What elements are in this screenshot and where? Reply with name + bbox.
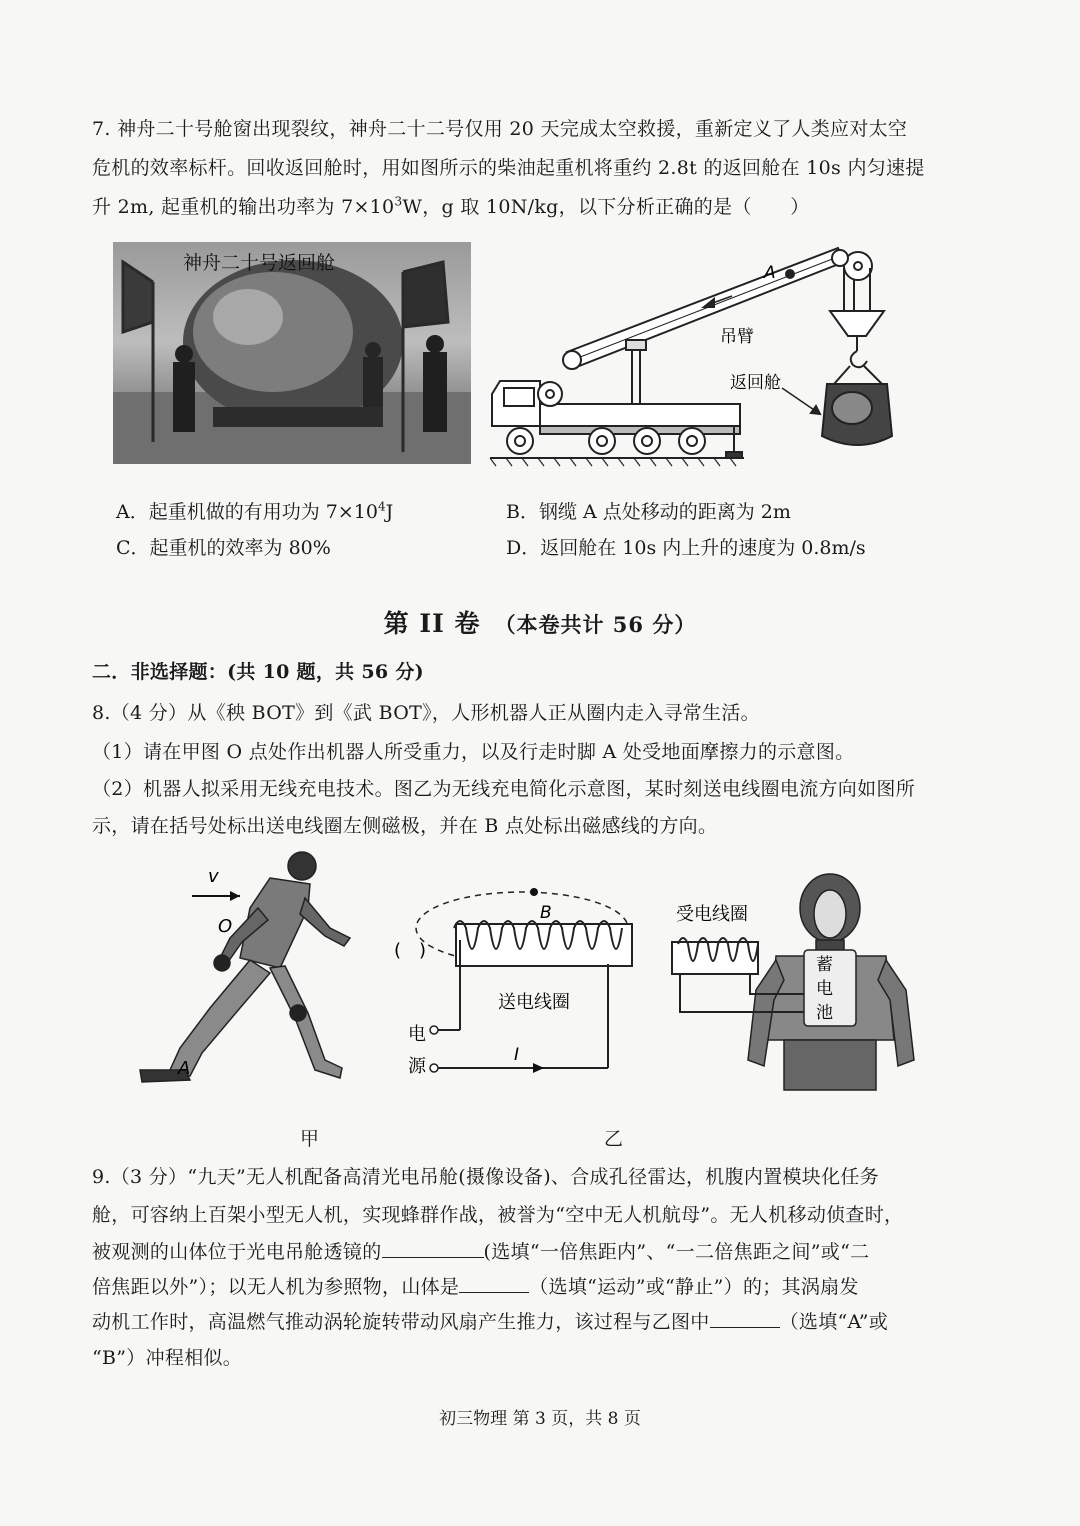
q7-option-a: [116, 497, 393, 524]
page-footer: 初三物理 第 3 页，共 8 页: [439, 1409, 641, 1429]
point-A-dot: [785, 269, 795, 279]
figure-yi-receive-robot: [664, 870, 924, 1100]
crane-label-arm: 吊臂: [720, 327, 754, 347]
crane-label-capsule: 返回舱: [730, 373, 781, 393]
current-label-I: I: [514, 1045, 520, 1065]
capsule-photo-drawing: [113, 242, 471, 464]
q9-line-2: 舱，可容纳上百架小型无人机，实现蜂群作战，被誉为“空中无人机航母”。无人机移动侦查时，: [92, 1204, 904, 1226]
label-O: O: [218, 916, 233, 937]
send-coil-label: 送电线圈: [498, 992, 570, 1013]
section-2-subtitle: （本卷共计 56 分）: [494, 612, 697, 637]
battery-label-2: 电: [816, 979, 833, 999]
q9-line-4-b: （选填“运动”或“静止”）的；其涡扇发: [529, 1276, 859, 1298]
power-label-2: 源: [408, 1056, 426, 1077]
label-v: v: [208, 866, 219, 887]
q8-line-3: （2）机器人拟采用无线充电技术。图乙为无线充电简化示意图，某时刻送电线圈电流方向如图所: [92, 778, 915, 800]
q9-line-1: 9.（3 分）“九天”无人机配备高清光电吊舱(摄像设备)、合成孔径雷达，机腹内置模块化任务: [92, 1166, 880, 1188]
figure-jia-caption: 甲: [300, 1128, 320, 1150]
q9-line-5-a: 动机工作时，高温燃气推动涡轮旋转带动风扇产生推力，该过程与乙图中: [92, 1311, 710, 1333]
section-2-title-main: 第 II 卷: [383, 609, 481, 638]
q9-line-4: [92, 1272, 859, 1299]
q9-line-3-a: 被观测的山体位于光电吊舱透镜的: [92, 1241, 382, 1263]
section-2-title: [0, 604, 1080, 640]
q7-line-2: 危机的效率标杆。回收返回舱时，用如图所示的柴油起重机将重约 2.8t 的返回舱在 10s 内匀速提: [92, 157, 925, 179]
crane-diagram: [482, 236, 902, 472]
q7-option-c: C．起重机的效率为 80%: [116, 537, 331, 559]
q8-line-4: 示，请在括号处标出送电线圈左侧磁极，并在 B 点处标出磁感线的方向。: [92, 815, 718, 837]
q7-line-1: 7. 神舟二十号舱窗出现裂纹，神舟二十二号仅用 20 天完成太空救援，重新定义了人类应对太空: [92, 118, 908, 140]
q7-option-a-exponent: 4: [377, 499, 386, 514]
q7-option-a-suffix: J: [385, 501, 394, 523]
crane-label-A: A: [764, 263, 776, 283]
q9-line-6: “B”）冲程相似。: [92, 1347, 243, 1369]
q7-line-3: [92, 192, 810, 219]
label-B: B: [540, 903, 552, 923]
capsule-photo-label: 神舟二十号返回舱: [183, 252, 336, 274]
q9-blank-2[interactable]: [459, 1274, 529, 1293]
receive-coil-label: 受电线圈: [676, 904, 748, 925]
power-label-1: 电: [408, 1024, 426, 1045]
battery-label-1: 蓄: [816, 955, 833, 975]
point-B-dot: [530, 888, 538, 896]
q7-line-3-prefix: 升 2m, 起重机的输出功率为 7×10: [92, 196, 395, 218]
q8-line-1: 8.（4 分）从《秧 BOT》到《武 BOT》，人形机器人正从圈内走入寻常生活。: [92, 702, 760, 724]
q7-option-b: B．钢缆 A 点处移动的距离为 2m: [506, 501, 791, 523]
q9-line-4-a: 倍焦距以外”）；以无人机为参照物，山体是: [92, 1276, 460, 1298]
q9-line-5: [92, 1307, 888, 1334]
q9-blank-1[interactable]: [382, 1239, 484, 1258]
q7-line-3-suffix: W，g 取 10N/kg，以下分析正确的是（ ）: [402, 196, 810, 218]
figure-yi-send-coil: [392, 880, 652, 1080]
pole-bracket: ( ): [394, 940, 427, 961]
figure-yi-caption: 乙: [604, 1128, 624, 1150]
q7-option-d: D．返回舱在 10s 内上升的速度为 0.8m/s: [506, 537, 866, 559]
q9-line-5-b: （选填“A”或: [779, 1311, 889, 1333]
q9-line-3: [92, 1237, 869, 1264]
figure-jia-robot: [130, 848, 370, 1098]
section-2-heading: 二．非选择题：(共 10 题，共 56 分): [92, 661, 424, 683]
q8-line-2: （1）请在甲图 O 点处作出机器人所受重力，以及行走时脚 A 处受地面摩擦力的示意图。: [92, 741, 855, 763]
capsule-photo: [113, 242, 471, 464]
label-A: A: [178, 1058, 191, 1079]
q7-option-a-prefix: A．起重机做的有用功为 7×10: [116, 501, 378, 523]
q7-exponent: 3: [394, 194, 403, 209]
q9-blank-3[interactable]: [710, 1309, 780, 1328]
battery-label-3: 池: [816, 1003, 833, 1023]
q9-line-3-b: (选填“一倍焦距内”、“一二倍焦距之间”或“二: [483, 1241, 870, 1263]
